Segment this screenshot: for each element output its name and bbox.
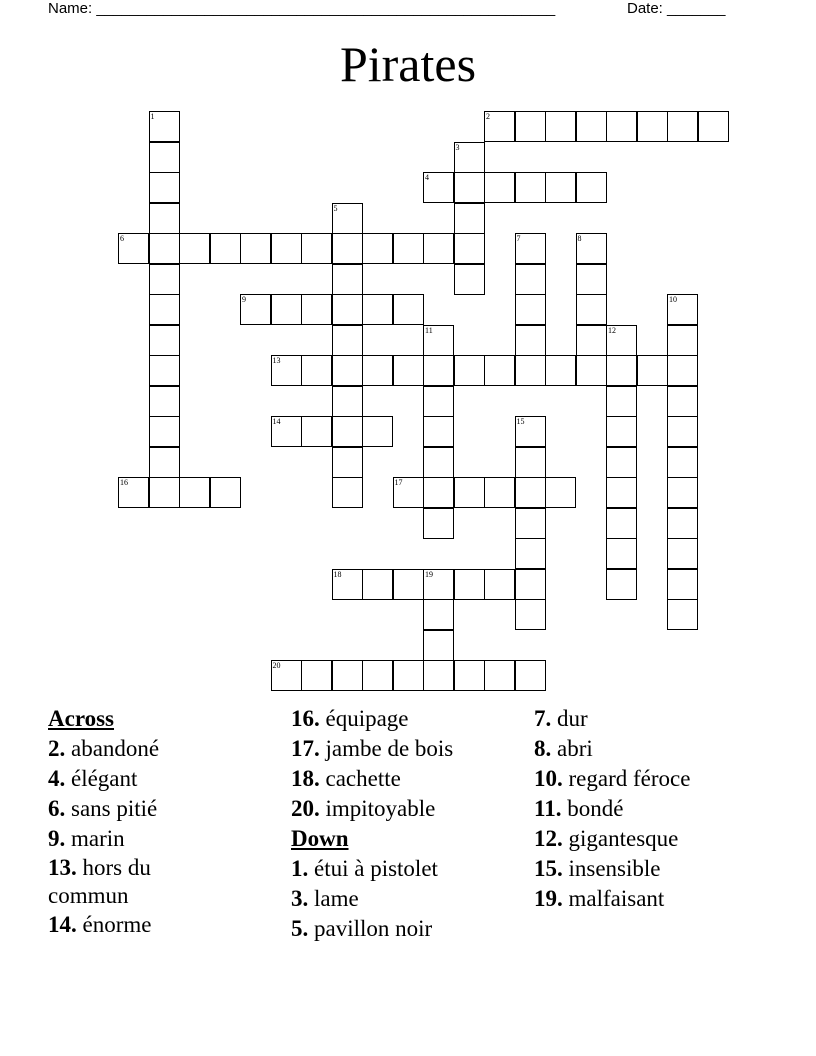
cell-number: 19 [425,569,433,579]
crossword-cell[interactable] [362,660,393,691]
crossword-cell[interactable] [393,294,424,325]
crossword-cell[interactable] [332,294,363,325]
crossword-cell[interactable] [454,203,485,234]
crossword-cell[interactable] [454,233,485,264]
cell-number: 1 [150,112,155,121]
crossword-cell[interactable] [667,416,698,447]
crossword-cell[interactable] [454,355,485,386]
crossword-cell[interactable] [454,569,485,600]
crossword-cell[interactable] [179,233,210,264]
crossword-cell[interactable] [332,355,363,386]
cell-number: 5 [333,203,338,213]
clue-across-6: 6. sans pitié [48,796,158,821]
crossword-cell[interactable] [454,172,485,203]
crossword-cell[interactable] [576,233,607,264]
crossword-cell[interactable] [423,630,454,661]
cell-number: 13 [272,356,281,365]
cell-number: 15 [516,417,525,426]
crossword-cell[interactable] [515,508,546,539]
crossword-cell[interactable] [271,294,302,325]
crossword-cell[interactable] [667,599,698,630]
crossword-cell[interactable] [606,416,637,447]
crossword-cell[interactable] [484,477,515,508]
crossword-cell[interactable] [515,111,546,142]
crossword-cell[interactable] [118,233,149,264]
crossword-cell[interactable] [606,325,637,356]
crossword-cell[interactable] [332,264,363,295]
crossword-cell[interactable] [515,569,546,600]
crossword-cell[interactable] [423,508,454,539]
crossword-cell[interactable] [210,233,241,264]
clue-across-18: 18. cachette [291,766,401,791]
crossword-cell[interactable] [332,477,363,508]
crossword-cell[interactable] [423,569,454,600]
crossword-cell[interactable] [271,660,302,691]
crossword-cell[interactable] [515,447,546,478]
clue-across-9: 9. marin [48,826,125,851]
crossword-cell[interactable] [606,508,637,539]
crossword-cell[interactable] [484,111,515,142]
crossword-cell[interactable] [332,447,363,478]
crossword-cell[interactable] [149,355,180,386]
crossword-cell[interactable] [118,477,149,508]
crossword-cell[interactable] [149,233,180,264]
crossword-cell[interactable] [515,264,546,295]
crossword-cell[interactable] [576,355,607,386]
crossword-cell[interactable] [423,355,454,386]
crossword-cell[interactable] [301,660,332,691]
clue-across-17: 17. jambe de bois [291,736,454,761]
crossword-cell[interactable] [423,416,454,447]
clue-down-7: 7. dur [534,706,588,731]
crossword-cell[interactable] [423,477,454,508]
crossword-cell[interactable] [606,569,637,600]
crossword-cell[interactable] [515,416,546,447]
crossword-cell[interactable] [515,325,546,356]
clue-across-14: 14. énorme [48,912,152,937]
crossword-cell[interactable] [515,233,546,264]
cell-number: 7 [516,234,521,243]
cell-number: 20 [272,661,281,670]
crossword-cell[interactable] [149,264,180,295]
crossword-cell[interactable] [576,294,607,325]
crossword-cell[interactable] [423,233,454,264]
crossword-cell[interactable] [149,203,180,234]
crossword-cell[interactable] [515,599,546,630]
name-field-label: Name: _______________________________________________________ [48,0,556,17]
cell-number: 2 [486,112,490,121]
crossword-cell[interactable] [301,416,332,447]
crossword-cell[interactable] [301,294,332,325]
crossword-cell[interactable] [637,111,668,142]
crossword-cell[interactable] [698,111,729,142]
cell-number: 16 [120,478,128,487]
crossword-cell[interactable] [423,325,454,356]
crossword-cell[interactable] [301,233,332,264]
crossword-cell[interactable] [667,294,698,325]
crossword-cell[interactable] [545,172,576,203]
crossword-cell[interactable] [667,111,698,142]
crossword-cell[interactable] [301,355,332,386]
crossword-cell[interactable] [576,325,607,356]
clue-down-1: 1. étui à pistolet [291,856,438,881]
crossword-cell[interactable] [271,355,302,386]
crossword-cell[interactable] [667,477,698,508]
crossword-cell[interactable] [576,111,607,142]
crossword-cell[interactable] [606,386,637,417]
clue-down-19: 19. malfaisant [534,886,665,911]
crossword-cell[interactable] [515,538,546,569]
cell-number: 18 [333,569,342,579]
clue-across-16: 16. équipage [291,706,409,731]
crossword-cell[interactable] [667,386,698,417]
crossword-cell[interactable] [393,355,424,386]
crossword-cell[interactable] [362,294,393,325]
crossword-cell[interactable] [362,416,393,447]
crossword-cell[interactable] [515,294,546,325]
crossword-cell[interactable] [667,325,698,356]
crossword-cell[interactable] [332,569,363,600]
crossword-cell[interactable] [454,477,485,508]
crossword-cell[interactable] [149,111,180,142]
clue-down-11: 11. bondé [534,796,624,821]
crossword-cell[interactable] [271,233,302,264]
header [0,0,816,20]
crossword-cell[interactable] [545,111,576,142]
crossword-cell[interactable] [515,477,546,508]
crossword-cell[interactable] [240,233,271,264]
crossword-cell[interactable] [667,355,698,386]
crossword-cell[interactable] [606,447,637,478]
clue-down-5: 5. pavillon noir [291,916,433,941]
crossword-cell[interactable] [667,569,698,600]
cell-number: 10 [669,295,677,304]
crossword-cell[interactable] [576,172,607,203]
cell-number: 9 [242,295,246,304]
clue-across-13: 13. hors du commun [48,855,151,908]
crossword-cell[interactable] [515,172,546,203]
crossword-cell[interactable] [606,477,637,508]
crossword-cell[interactable] [332,386,363,417]
crossword-cell[interactable] [637,355,668,386]
crossword-cell[interactable] [362,355,393,386]
crossword-cell[interactable] [545,477,576,508]
page-title: Pirates [339,36,477,92]
crossword-cell[interactable] [332,203,363,234]
crossword-cell[interactable] [393,233,424,264]
clue-down-8: 8. abri [534,736,593,761]
crossword-cell[interactable] [515,355,546,386]
cell-number: 14 [272,417,281,426]
crossword-cell[interactable] [149,325,180,356]
crossword-cell[interactable] [271,416,302,447]
crossword-cell[interactable] [210,477,241,508]
crossword-cell[interactable] [332,416,363,447]
crossword-cell[interactable] [515,660,546,691]
crossword-cell[interactable] [423,386,454,417]
cell-number: 8 [577,234,582,243]
clue-down-10: 10. regard féroce [534,766,691,791]
crossword-cell[interactable] [454,264,485,295]
crossword-cell[interactable] [332,325,363,356]
crossword-cell[interactable] [423,172,454,203]
crossword-cell[interactable] [484,660,515,691]
clue-across-20: 20. impitoyable [291,796,436,821]
crossword-cell[interactable] [393,569,424,600]
crossword-cell[interactable] [149,386,180,417]
across-clues-column-1 [48,704,248,940]
crossword-cell[interactable] [667,508,698,539]
crossword-cell[interactable] [149,294,180,325]
crossword-cell[interactable] [484,569,515,600]
crossword-cell[interactable] [667,447,698,478]
crossword-cell[interactable] [149,447,180,478]
crossword-cell[interactable] [362,233,393,264]
crossword-cell[interactable] [423,599,454,630]
crossword-cell[interactable] [332,660,363,691]
cell-number: 4 [425,173,429,182]
crossword-cell[interactable] [606,111,637,142]
clue-down-15: 15. insensible [534,856,661,881]
clue-down-12: 12. gigantesque [534,826,679,851]
cell-number: 3 [455,142,460,152]
crossword-cell[interactable] [484,355,515,386]
crossword-cell[interactable] [423,660,454,691]
crossword-cell[interactable] [423,447,454,478]
crossword-cell[interactable] [667,538,698,569]
down-clues-column-3 [534,704,794,914]
clue-across-2: 2. abandoné [48,736,160,761]
crossword-cell[interactable] [393,660,424,691]
crossword-cell[interactable] [545,355,576,386]
crossword-cell[interactable] [454,660,485,691]
crossword-cell[interactable] [393,477,424,508]
across-heading: Across [48,706,115,731]
clue-down-3: 3. lame [291,886,359,911]
crossword-cell[interactable] [149,477,180,508]
crossword-cell[interactable] [484,172,515,203]
crossword-cell[interactable] [606,538,637,569]
cell-number: 12 [608,325,616,335]
crossword-cell[interactable] [179,477,210,508]
crossword-cell[interactable] [240,294,271,325]
down-heading: Down [291,826,349,851]
clue-across-4: 4. élégant [48,766,138,791]
cell-number: 17 [394,478,403,487]
crossword-cell[interactable] [149,416,180,447]
crossword-cell[interactable] [606,355,637,386]
crossword-cell[interactable] [149,142,180,173]
crossword-cell[interactable] [332,233,363,264]
across-down-clues-column-2 [291,704,531,944]
crossword-cell[interactable] [576,264,607,295]
cell-number: 6 [120,234,124,243]
crossword-cell[interactable] [362,569,393,600]
crossword-cell[interactable] [149,172,180,203]
date-field-label: Date: _______ [627,0,726,17]
crossword-cell[interactable] [454,142,485,173]
cell-number: 11 [425,325,433,335]
